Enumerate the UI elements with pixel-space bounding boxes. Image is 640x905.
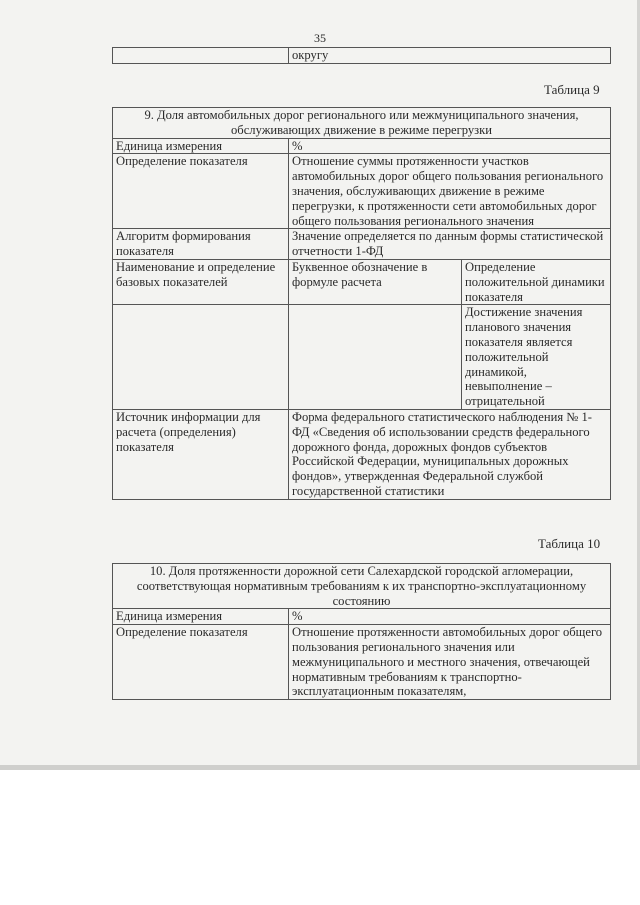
table-10 <box>112 563 611 700</box>
table-row <box>113 108 611 139</box>
empty-cell <box>113 305 289 410</box>
table-row <box>113 609 611 625</box>
table-9 <box>112 107 611 500</box>
empty-cell <box>289 305 462 410</box>
scan-edge <box>0 765 640 770</box>
dynamics-header: Определение положительной динамики показателя <box>462 259 611 304</box>
table-row <box>113 138 611 154</box>
table-10-caption: Таблица 10 <box>538 536 601 551</box>
source-value: Форма федерального статистического наблюдения № 1-ФД «Сведения об использовании средств федерального дорожного фонда, дорожных фондов субъектов Российской Федерации, муниципальных дорожных фондов», утвержденная Федеральной службой государственной статистики <box>289 409 611 499</box>
continued-cell: округу <box>289 48 611 64</box>
unit-label: Единица измерения <box>113 609 289 625</box>
table-row <box>113 409 611 499</box>
page-number: 35 <box>314 31 326 45</box>
definition-label: Определение показателя <box>113 154 289 229</box>
definition-value: Отношение суммы протяженности участков автомобильных дорог общего пользования регионального значения, обслуживающих движение в режиме перегрузки, к протяженности сети автомобильных дорог общего пользования регионального значения <box>289 154 611 229</box>
table-row <box>113 625 611 700</box>
base-label: Наименование и определение базовых показателей <box>113 259 289 304</box>
table-row <box>113 154 611 229</box>
algorithm-value: Значение определяется по данным формы статистической отчетности 1-ФД <box>289 229 611 260</box>
table-row <box>113 305 611 410</box>
dynamics-value: Достижение значения планового значения показателя является положительной динамикой, невыполнение – отрицательной <box>462 305 611 410</box>
table-row <box>113 259 611 304</box>
unit-value: % <box>289 609 611 625</box>
definition-label: Определение показателя <box>113 625 289 700</box>
empty-cell <box>113 48 289 64</box>
table-10-title: 10. Доля протяженности дорожной сети Салехардской городской агломерации, соответствующая нормативным требованиям к их транспортно-эксплуатационному состоянию <box>113 564 611 609</box>
table-9-title: 9. Доля автомобильных дорог регионального или межмуниципального значения, обслуживающих движение в режиме перегрузки <box>113 108 611 139</box>
table-row <box>113 229 611 260</box>
table-row <box>113 48 611 64</box>
unit-label: Единица измерения <box>113 138 289 154</box>
formula-header: Буквенное обозначение в формуле расчета <box>289 259 462 304</box>
unit-value: % <box>289 138 611 154</box>
table-row <box>113 564 611 609</box>
definition-value: Отношение протяженности автомобильных дорог общего пользования регионального значения или межмуниципального и местного значения, отвечающей нормативным требованиям к транспортно-эксплуатационным показателям, <box>289 625 611 700</box>
algorithm-label: Алгоритм формирования показателя <box>113 229 289 260</box>
source-label: Источник информации для расчета (определения) показателя <box>113 409 289 499</box>
continued-table <box>112 47 611 64</box>
table-9-caption: Таблица 9 <box>544 82 600 97</box>
